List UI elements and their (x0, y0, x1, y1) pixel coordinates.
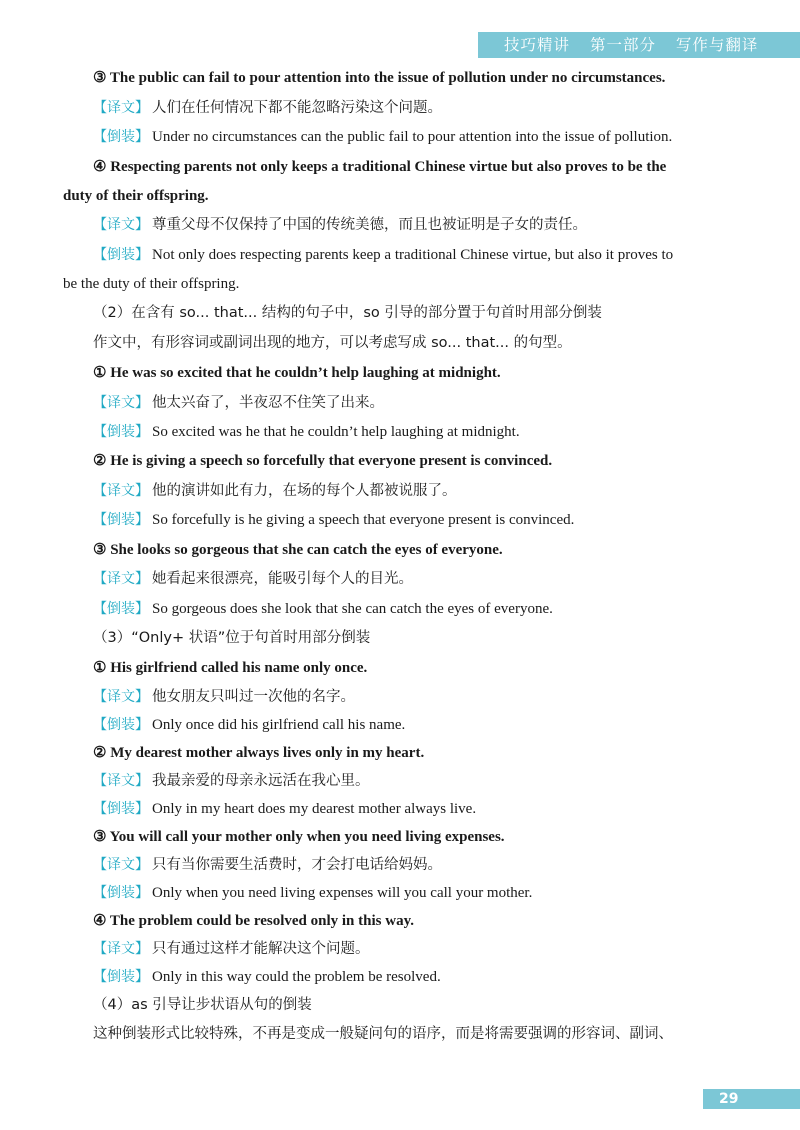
section-note: 这种倒装形式比较特殊，不再是变成一般疑问句的语序，而是将需要强调的形容词、副词、 (93, 1026, 673, 1042)
example-sentence: ① His girlfriend called his name only once. (93, 660, 368, 676)
example-sentence: ② My dearest mother always lives only in my heart. (93, 745, 425, 761)
section-heading: （2）在含有 so... that... 结构的句子中，so 引导的部分置于句首时用部分倒装 (93, 305, 602, 321)
translation-tag: 【译文】 (93, 483, 149, 499)
translation-tag: 【译文】 (93, 773, 149, 789)
inversion-line: 【倒装】 Only in this way could the problem be resolved. (93, 969, 441, 985)
section-note: 作文中，有形容词或副词出现的地方，可以考虑写成 so... that... 的句型。 (93, 335, 572, 351)
translation-line: 【译文】 她看起来很漂亮，能吸引每个人的目光。 (93, 571, 413, 587)
example-sentence-cont: duty of their offspring. (63, 188, 209, 204)
example-sentence: ③ You will call your mother only when you need living expenses. (93, 829, 505, 845)
translation-line: 【译文】 只有当你需要生活费时，才会打电话给妈妈。 (93, 857, 442, 873)
inversion-line: 【倒装】 So excited was he that he couldn’t help laughing at midnight. (93, 424, 520, 440)
inversion-tag: 【倒装】 (93, 247, 149, 263)
example-sentence: ① He was so excited that he couldn’t help laughing at midnight. (93, 365, 501, 381)
chapter-header (478, 32, 800, 58)
translation-line: 【译文】 尊重父母不仅保持了中国的传统美德，而且也被证明是子女的责任。 (93, 217, 587, 233)
inversion-line: 【倒装】 Under no circumstances can the public fail to pour attention into the issue of pollution. (93, 129, 673, 145)
section-heading: （4）as 引导让步状语从句的倒装 (93, 997, 312, 1013)
translation-tag: 【译文】 (93, 689, 149, 705)
inversion-tag: 【倒装】 (93, 801, 149, 817)
translation-tag: 【译文】 (93, 941, 149, 957)
header-part1: 技巧精讲 (504, 36, 571, 54)
inversion-tag: 【倒装】 (93, 717, 149, 733)
example-sentence: ③ She looks so gorgeous that she can catch the eyes of everyone. (93, 542, 503, 558)
header-part2: 第一部分 (589, 36, 656, 54)
inversion-line: 【倒装】 So gorgeous does she look that she can catch the eyes of everyone. (93, 601, 553, 617)
section-heading: （3）“Only+ 状语”位于句首时用部分倒装 (93, 630, 371, 646)
translation-tag: 【译文】 (93, 395, 149, 411)
inversion-line: 【倒装】 Only when you need living expenses will you call your mother. (93, 885, 533, 901)
inversion-tag: 【倒装】 (93, 601, 149, 617)
translation-tag: 【译文】 (93, 571, 149, 587)
translation-line: 【译文】 他女朋友只叫过一次他的名字。 (93, 689, 355, 705)
inversion-tag: 【倒装】 (93, 969, 149, 985)
translation-line: 【译文】 他的演讲如此有力，在场的每个人都被说服了。 (93, 483, 457, 499)
translation-tag: 【译文】 (93, 100, 149, 116)
translation-line: 【译文】 只有通过这样才能解决这个问题。 (93, 941, 370, 957)
inversion-line: 【倒装】 Only once did his girlfriend call his name. (93, 717, 406, 733)
translation-tag: 【译文】 (93, 857, 149, 873)
example-sentence: ② He is giving a speech so forcefully that everyone present is convinced. (93, 453, 553, 469)
inversion-tag: 【倒装】 (93, 512, 149, 528)
header-part3: 写作与翻译 (675, 36, 759, 54)
translation-line: 【译文】 他太兴奋了，半夜忍不住笑了出来。 (93, 395, 384, 411)
page-number: 29 (703, 1089, 800, 1109)
inversion-tag: 【倒装】 (93, 885, 149, 901)
translation-tag: 【译文】 (93, 217, 149, 233)
inversion-line-cont: be the duty of their offspring. (63, 276, 240, 292)
inversion-tag: 【倒装】 (93, 424, 149, 440)
inversion-line: 【倒装】 Only in my heart does my dearest mother always live. (93, 801, 477, 817)
example-sentence: ④ The problem could be resolved only in this way. (93, 913, 414, 929)
inversion-tag: 【倒装】 (93, 129, 149, 145)
inversion-line: 【倒装】 Not only does respecting parents keep a traditional Chinese virtue, but also it proves to (93, 247, 674, 263)
translation-line: 【译文】 人们在任何情况下都不能忽略污染这个问题。 (93, 100, 442, 116)
example-sentence: ④ Respecting parents not only keeps a traditional Chinese virtue but also proves to be the (93, 159, 667, 175)
inversion-line: 【倒装】 So forcefully is he giving a speech that everyone present is convinced. (93, 512, 575, 528)
translation-line: 【译文】 我最亲爱的母亲永远活在我心里。 (93, 773, 370, 789)
example-sentence: ③ The public can fail to pour attention into the issue of pollution under no circumstances. (93, 70, 666, 86)
